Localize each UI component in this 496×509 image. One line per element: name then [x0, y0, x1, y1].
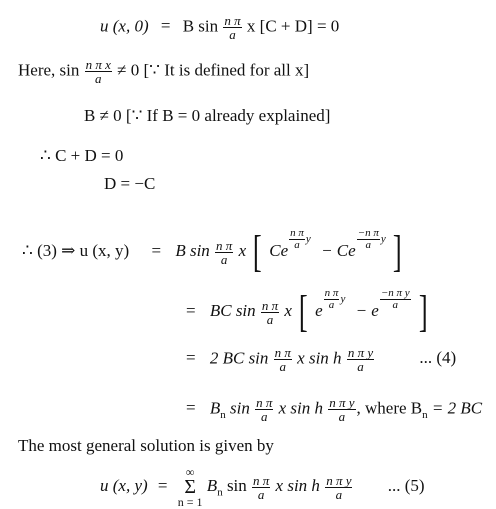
- term-b: x sin h: [278, 398, 323, 418]
- equals: =: [186, 398, 196, 418]
- equals: =: [186, 348, 196, 368]
- exponent-1: [288, 228, 311, 251]
- rhs: ≠ 0 [∵ It is defined for all x]: [117, 60, 310, 80]
- numerator: n π: [216, 237, 233, 253]
- equation-line-8: [186, 346, 456, 373]
- equation-line-2: [18, 58, 309, 85]
- denominator: a: [252, 487, 270, 501]
- fraction: [274, 346, 292, 373]
- prefix: Here, sin: [18, 60, 80, 80]
- denominator: a: [347, 359, 374, 373]
- equation-line-11: [100, 466, 425, 508]
- numerator: −n π y: [380, 287, 410, 299]
- rhs-a: B sin: [182, 16, 219, 36]
- equation-line-1: [100, 14, 339, 41]
- numerator: −n π: [357, 227, 379, 239]
- denominator: a: [289, 239, 305, 251]
- sin: sin: [229, 398, 250, 418]
- lhs: u (x, 0): [100, 16, 149, 36]
- exponent-2: [379, 288, 412, 311]
- numerator: n π y: [326, 472, 352, 488]
- exp-fraction: [357, 228, 380, 251]
- term-b: x: [238, 241, 247, 261]
- ce-1: Ce: [269, 241, 289, 261]
- denominator: a: [274, 359, 292, 373]
- numerator: n π y: [347, 345, 374, 360]
- equation-line-3: [84, 106, 330, 126]
- denominator: a: [255, 409, 273, 423]
- numerator: n π y: [329, 395, 355, 410]
- fraction: [85, 58, 112, 85]
- exp-var: y: [305, 233, 311, 246]
- where-clause: , where B: [356, 398, 423, 418]
- equals: =: [151, 241, 162, 261]
- sigma-icon: Σ: [184, 476, 196, 498]
- sinh-fraction: [328, 396, 355, 423]
- exp-fraction: [380, 288, 411, 311]
- right-bracket: ]: [392, 227, 402, 277]
- denominator: a: [328, 409, 355, 423]
- equation-tag: ... (5): [387, 475, 425, 495]
- equals: =: [186, 301, 196, 321]
- exp-var: y: [380, 233, 386, 246]
- fraction: [255, 396, 273, 423]
- text: ∴ C + D = 0: [40, 146, 124, 165]
- exp-var: y: [340, 293, 346, 306]
- denominator: a: [325, 487, 352, 501]
- text: D = −C: [104, 174, 156, 193]
- exp-fraction: [289, 228, 305, 251]
- term-a: B sin: [175, 241, 210, 261]
- exponent-1: [323, 288, 346, 311]
- lhs: u (x, y): [100, 475, 148, 495]
- equation-line-9: [186, 396, 482, 425]
- sum-lower: n = 1: [177, 495, 203, 509]
- denominator: a: [261, 312, 279, 326]
- where-rhs: = 2 BC: [431, 398, 483, 418]
- fraction: [223, 14, 241, 41]
- denominator: a: [324, 299, 340, 311]
- e-1: e: [315, 301, 323, 321]
- equals: =: [160, 16, 171, 36]
- denominator: a: [380, 299, 411, 311]
- term-a: 2 BC sin: [209, 348, 269, 368]
- sum-upper: ∞: [185, 465, 195, 479]
- numerator: n π: [256, 395, 273, 410]
- denominator: a: [223, 27, 241, 41]
- equation-line-6: [22, 227, 405, 277]
- sinh-fraction: [347, 346, 374, 373]
- fraction: [215, 239, 233, 266]
- coef-sub: n: [220, 408, 226, 421]
- denominator: a: [85, 71, 112, 85]
- equation-line-7: [186, 287, 431, 337]
- numerator: n π: [224, 13, 241, 28]
- fraction: [261, 299, 279, 326]
- coef-sub: n: [217, 486, 223, 499]
- equation-tag: ... (4): [419, 348, 457, 368]
- numerator: n π: [261, 297, 279, 313]
- text: B ≠ 0 [∵ If B = 0 already explained]: [84, 106, 331, 125]
- equals: =: [157, 475, 168, 495]
- equation-line-5: [104, 174, 155, 194]
- exponent-2: [356, 228, 386, 251]
- left-bracket: [: [253, 227, 263, 277]
- minus-ce: − Ce: [321, 241, 356, 261]
- exp-fraction: [324, 288, 340, 311]
- coef: B: [206, 475, 218, 495]
- numerator: n π: [274, 345, 291, 360]
- term-b: x sin h: [297, 348, 342, 368]
- text: The most general solution is given by: [18, 436, 274, 455]
- right-bracket: ]: [418, 287, 428, 337]
- left-bracket: [: [299, 287, 308, 337]
- numerator: n π: [324, 287, 339, 299]
- numerator: n π x: [85, 57, 111, 72]
- term-b: x: [284, 301, 292, 321]
- term-a: BC sin: [209, 301, 256, 321]
- summation: [178, 466, 203, 508]
- denominator: a: [357, 239, 380, 251]
- equation-line-4: [40, 146, 123, 166]
- where-sub: n: [422, 408, 428, 421]
- numerator: n π: [290, 227, 304, 239]
- term-b: x sin h: [275, 475, 320, 495]
- numerator: n π: [253, 472, 270, 488]
- prefix: ∴ (3) ⇒ u (x, y): [22, 241, 130, 261]
- equation-line-10: [18, 436, 274, 456]
- minus-e: − e: [355, 301, 379, 321]
- denominator: a: [215, 252, 233, 266]
- coef: B: [209, 398, 221, 418]
- sin: sin: [226, 475, 247, 495]
- rhs-b: x [C + D] = 0: [246, 16, 340, 36]
- sinh-fraction: [325, 474, 352, 501]
- fraction: [252, 474, 270, 501]
